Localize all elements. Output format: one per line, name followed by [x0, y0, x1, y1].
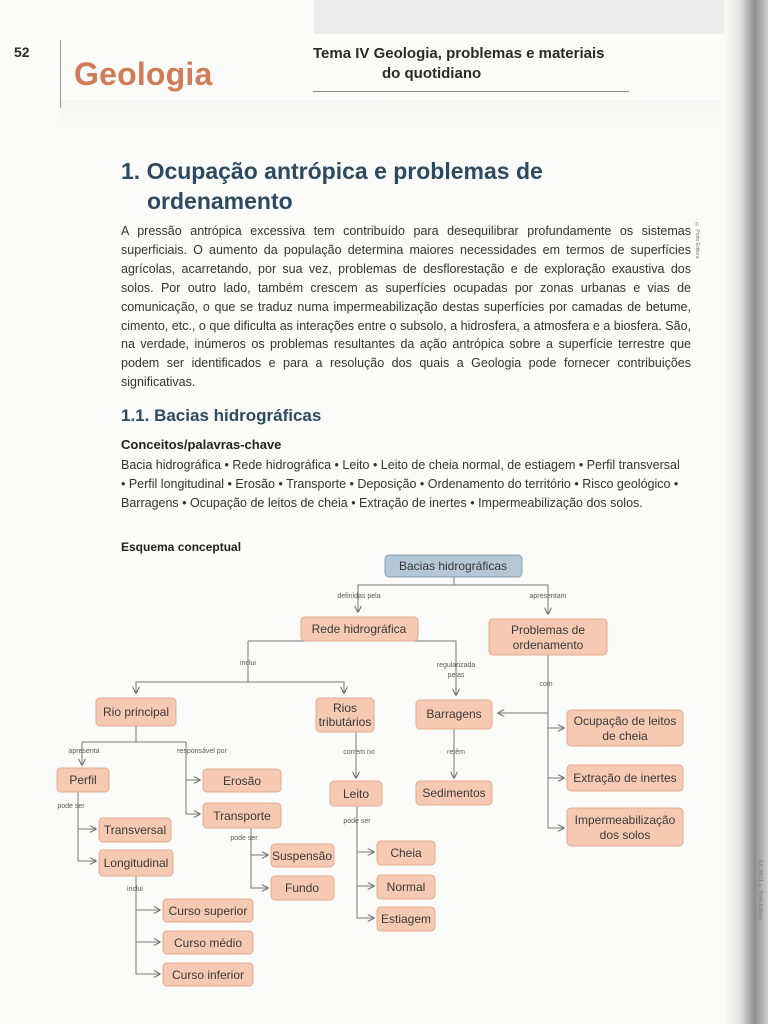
node-estiagem-label: Estiagem: [380, 912, 432, 926]
node-suspensao: [271, 844, 334, 867]
edge-transversal: [78, 792, 96, 829]
node-barragens-label: Barragens: [426, 707, 482, 721]
schema-heading: Esquema conceptual: [121, 540, 242, 554]
node-transporte: [203, 803, 281, 828]
side-copyright-note: © Porto Editora: [694, 222, 700, 259]
edge-label-regularizada-1: regularizada: [436, 662, 476, 669]
edge-rede-rio: [136, 682, 248, 693]
subsection-title: 1.1. Bacias hidrográficas: [121, 406, 322, 425]
node-rios-tributarios-label-1: Rios: [332, 701, 358, 715]
node-problemas-label-2: ordenamento: [512, 638, 584, 652]
node-transporte-label: Transporte: [213, 809, 271, 823]
node-sedimentos-label: Sedimentos: [422, 786, 486, 800]
node-rio-principal: [96, 698, 176, 726]
edge-label-inclui: inclui: [240, 660, 256, 667]
edge-label-correm-no: correm no: [343, 749, 375, 756]
node-impermeabilizacao-solos: [567, 808, 683, 846]
edge-label-inclui-longitudinal: inclui: [127, 886, 143, 893]
node-curso-medio: [163, 931, 253, 954]
edge-rio-perfil: [82, 726, 136, 765]
node-curso-medio-label: Curso médio: [173, 936, 243, 950]
node-extracao-label: Extração de inertes: [573, 771, 677, 785]
node-fundo: [271, 876, 334, 900]
node-leito: [330, 781, 382, 806]
node-curso-superior: [163, 899, 253, 922]
node-bacias-hidrograficas-label: Bacias hidrográficas: [398, 559, 508, 573]
node-impermeab-label-2: dos solos: [599, 828, 651, 842]
section-paragraph: A pressão antrópica excessiva tem contribuído para desequilibrar profundamente os sistemas superficiais. O aumento da população determina maiores necessidades em termos de superfícies agrícolas, acarretando, por sua vez, problemas de desflorestação e de exploração exaustiva dos solos. Por outro lado, também crescem as superfícies ocupadas por zonas urbanas e vias de comunicação, o que se traduz numa impermeabilização destas superfícies por camadas de betume, cimento, etc., o que dificulta as interações entre o subsolo, a hidrosfera, a atmosfera e a biosfera. São, na verdade, inúmeros os problemas resultantes da ação antrópica sobre a superfície terrestre que podem ser identificados e para a resolução dos quais a Geologia pode fornecer contribuições significativas.: [121, 224, 691, 390]
node-curso-superior-label: Curso superior: [168, 904, 248, 918]
node-sedimentos: [416, 781, 492, 805]
edge-label-pode-ser-transporte: pode ser: [230, 835, 258, 842]
edge-label-regularizada-2: pelas: [447, 672, 465, 679]
node-rios-tributarios: [316, 698, 374, 732]
node-fundo-label: Fundo: [284, 881, 320, 895]
node-cheia-label: Cheia: [390, 846, 422, 860]
node-ocupacao-label-1: Ocupação de leitos: [573, 714, 677, 728]
edge-label-apresentam: apresentam: [529, 593, 567, 600]
node-impermeab-label-1: Impermeabilização: [574, 813, 676, 827]
edge-label-pode-ser-leito: pode ser: [343, 818, 371, 825]
node-cheia: [377, 841, 435, 865]
node-normal: [377, 875, 435, 899]
node-problemas-ordenamento: [489, 619, 607, 655]
node-perfil: [57, 768, 109, 792]
node-estiagem: [377, 907, 435, 931]
edge-rede-tributarios: [248, 682, 344, 693]
keywords-list: Bacia hidrográfica • Rede hidrográfica • Leito • Leito de cheia normal, de estiagem • Perfil transversal • Perfil longitudinal • Erosão • Transporte • Deposição • Ordenamento do território • Risco geológico • Barragens • Ocupação de leitos de cheia • Extração de inertes • Impermeabilização dos solos.: [121, 458, 680, 510]
edge-transporte: [186, 780, 200, 814]
node-problemas-label-1: Problemas de: [510, 623, 586, 637]
node-ocupacao-label-2: de cheia: [602, 729, 648, 743]
edge-label-com: com: [539, 681, 553, 688]
edge-label-responsavel-por: responsável por: [177, 748, 227, 755]
node-rio-principal-label: Rio principal: [102, 705, 170, 719]
section-title-line2: ordenamento: [147, 188, 293, 214]
footer-code: EX_BG11 © Porto Editora: [757, 860, 763, 920]
node-erosao: [203, 769, 281, 792]
edge-label-retem: retêm: [447, 749, 465, 756]
node-barragens: [416, 700, 492, 729]
node-longitudinal-label: Longitudinal: [103, 856, 169, 870]
node-erosao-label: Erosão: [222, 774, 262, 788]
section-title-line1: 1. Ocupação antrópica e problemas de: [121, 158, 543, 184]
edge-label-apresenta: apresenta: [68, 748, 100, 755]
node-longitudinal: [99, 850, 173, 876]
node-transversal: [99, 818, 171, 842]
edge-rede-barragens: [248, 641, 456, 695]
theme-title-line1: Tema IV Geologia, problemas e materiais: [313, 45, 605, 62]
node-curso-inferior-label: Curso inferior: [171, 968, 245, 982]
node-ocupacao-leitos-cheia: [567, 710, 683, 746]
node-bacias-hidrograficas: [385, 555, 522, 577]
page-number: 52: [14, 44, 30, 60]
edge-label-definidas-pela: definidas pela: [337, 593, 381, 600]
node-rios-tributarios-label-2: tributários: [318, 715, 372, 729]
node-normal-label: Normal: [386, 880, 426, 894]
node-rede-hidrografica-label: Rede hidrográfica: [311, 622, 407, 636]
node-leito-label: Leito: [342, 787, 370, 801]
node-curso-inferior: [163, 963, 253, 986]
node-suspensao-label: Suspensão: [271, 849, 333, 863]
edge-label-pode-ser-perfil: pode ser: [57, 803, 85, 810]
edge-longitudinal: [78, 829, 96, 861]
book-brand-title: Geologia: [74, 56, 213, 92]
keywords-heading: Conceitos/palavras-chave: [121, 437, 282, 452]
node-transversal-label: Transversal: [103, 823, 167, 837]
node-rede-hidrografica: [301, 617, 418, 641]
theme-title-line2: do quotidiano: [382, 65, 482, 82]
node-perfil-label: Perfil: [69, 773, 97, 787]
node-extracao-inertes: [567, 765, 683, 791]
